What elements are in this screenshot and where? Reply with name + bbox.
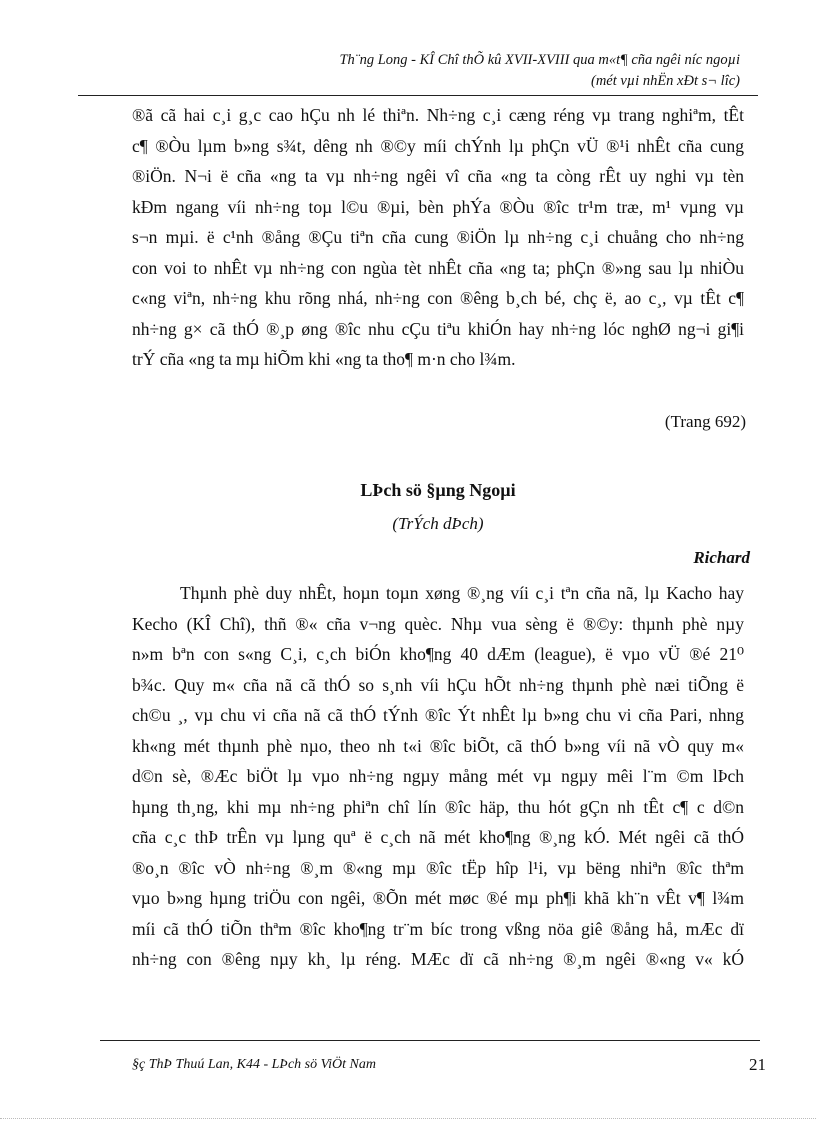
section-subtitle: (TrÝch dÞch) bbox=[392, 514, 484, 533]
text-line: b¾c. Quy m« cña nã cã thÓ so s¸nh víi hÇu hÕt nh÷ng thµnh phè næi tiÕng ë bbox=[132, 674, 744, 695]
text-line: d©n sè, ®Æc biÖt lµ vµo nh÷ng ngµy mång mét vµ ngµy mêi l¨m ©m lÞch bbox=[132, 766, 744, 786]
text-line: n»m bªn con s«ng C¸i, c¸ch biÓn kho¶ng 40 dÆm (league), ë vµo vÜ ®é 21⁰ bbox=[132, 644, 744, 664]
page-citation: (Trang 692) bbox=[664, 412, 746, 431]
text-line: con voi to nhÊt vµ nh÷ng con ngùa tèt nhÊt cña «ng ta; phÇn ®»ng sau lµ nhiÒu bbox=[132, 257, 744, 278]
text-line: kh«ng mét thµnh phè nµo, theo nh t«i ®îc biÕt, cã thÓ b»ng víi nã vÒ quy m« bbox=[132, 735, 744, 756]
text-line: Thµnh phè duy nhÊt, hoµn toµn xøng ®¸ng víi c¸i tªn cña nã, lµ Kacho hay bbox=[180, 583, 744, 603]
footer-author-line: §ç ThÞ Thuú Lan, K44 - LÞch sö ViÖt Nam bbox=[132, 1057, 376, 1072]
passage-1 bbox=[132, 100, 744, 375]
text-line: ®iÖn. N¬i ë cña «ng ta vµ nh÷ng ngêi vî cña «ng ta còng rÊt uy nghi vµ tèn bbox=[132, 166, 744, 186]
header-divider bbox=[78, 95, 758, 96]
section-title: LÞch sö §µng Ngoµi bbox=[360, 480, 516, 500]
text-line: míi cã thÓ tiÕn thªm ®îc kho¶ng tr¨m bíc trong vßng nöa giê ®ång hå, mÆc dï bbox=[132, 918, 744, 939]
text-line: s¬n mµi. ë c¹nh ®ång ®Çu tiªn cña cung ®iÖn lµ nh÷ng c¸i chuång cho nh÷ng bbox=[132, 227, 744, 247]
text-line: kÐm ngang víi nh÷ng toµ l©u ®µi, bèn phÝa ®Òu ®îc tr¹m træ, m¹ vµng vµ bbox=[132, 196, 744, 217]
text-line: ®ã cã hai c¸i g¸c cao hÇu nh lé thiªn. Nh÷ng c¸i cæng réng vµ trang nghiªm, tÊt bbox=[132, 105, 744, 125]
text-line: trÝ cña «ng ta mµ hiÕm khi «ng ta tho¶ m·n cho l¾m. bbox=[132, 349, 516, 369]
footer-divider bbox=[100, 1040, 760, 1041]
passage-2 bbox=[132, 578, 744, 975]
section-author: Richard bbox=[693, 548, 750, 567]
header-subtitle: (mét vµi nhËn xÐt s¬ lîc) bbox=[590, 73, 740, 89]
page-bottom-border bbox=[0, 1118, 816, 1119]
text-line: ch©u ¸, vµ chu vi cña nã cã thÓ tÝnh ®îc Ýt nhÊt lµ b»ng chu vi cña Pari, nhng bbox=[132, 705, 744, 725]
text-line: cña c¸c thÞ trÊn vµ lµng quª ë c¸ch nã mét kho¶ng ®¸ng kÓ. Mét ngêi cã thÓ bbox=[132, 827, 744, 847]
text-line: hµng th¸ng, khi mµ nh÷ng phiªn chî lín ®îc häp, thu hót gÇn nh tÊt c¶ c d©n bbox=[132, 796, 744, 817]
text-line: Kecho (KÎ Chî), thñ ®« cña v¬ng quèc. Nhµ vua sèng ë ®©y: thµnh phè nµy bbox=[132, 613, 744, 634]
text-line: c«ng viªn, nh÷ng khu rõng nhá, nh÷ng con ®êng b¸ch bé, chç ë, ao c¸, vµ tÊt c¶ bbox=[132, 288, 744, 308]
text-line: nh÷ng con ®êng nµy kh¸ lµ réng. MÆc dï cã nh÷ng ®¸m ngêi ®«ng v« kÓ bbox=[132, 949, 744, 969]
page-number: 21 bbox=[749, 1055, 766, 1074]
running-header bbox=[300, 50, 740, 92]
text-line: nh÷ng g× cã thÓ ®¸p øng ®îc nhu cÇu tiªu khiÓn hay nh÷ng lóc nghØ ng¬i gi¶i bbox=[132, 318, 744, 339]
header-title: Th¨ng Long - KÎ Chî thÕ kû XVII-XVIII qua m«t¶ cña ngêi níc ngoµi bbox=[339, 52, 740, 68]
text-line: c¶ ®Òu lµm b»ng s¾t, dêng nh ®©y míi chÝnh lµ phÇn vÜ ®¹i nhÊt cña cung bbox=[132, 135, 744, 156]
text-line: vµo b»ng hµng triÖu con ngêi, ®Õn mét møc ®é mµ ph¶i khã kh¨n vÊt v¶ l¾m bbox=[132, 888, 744, 908]
text-line: ®o¸n ®îc vÒ nh÷ng ®¸m ®«ng mµ ®îc tËp hîp l¹i, vµ bëng nhiªn ®îc thªm bbox=[132, 857, 744, 878]
